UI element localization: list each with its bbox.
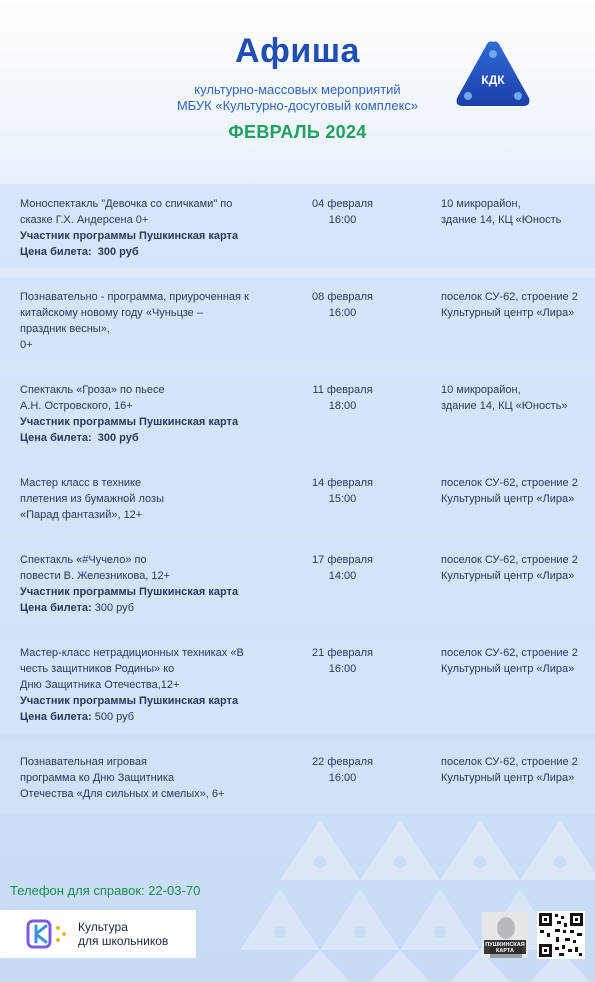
event-description xyxy=(20,289,255,353)
event-datetime xyxy=(300,289,385,321)
event-row xyxy=(0,742,595,814)
price-label: Цена билета: xyxy=(20,602,92,614)
venue-line: поселок СУ-62, строение 2 xyxy=(441,554,578,566)
event-row xyxy=(0,463,595,531)
event-date: 11 февраля xyxy=(312,384,373,396)
desc-line: Спектакль «Гроза» по пьесе xyxy=(20,384,165,396)
event-datetime xyxy=(300,475,385,507)
event-time: 14:00 xyxy=(328,570,357,582)
event-venue xyxy=(441,552,591,584)
desc-line: Познавательно - программа, приуроченная к xyxy=(20,291,249,303)
brand-line: Культура xyxy=(78,920,128,934)
event-venue xyxy=(441,645,591,677)
event-datetime xyxy=(300,552,385,584)
pushkin-note: Участник программы Пушкинская карта xyxy=(20,230,239,242)
event-row xyxy=(0,540,595,624)
event-date: 21 февраля xyxy=(312,647,373,659)
price-label: Цена билета: xyxy=(20,711,92,723)
desc-line: 0+ xyxy=(20,339,33,351)
venue-line: поселок СУ-62, строение 2 xyxy=(441,756,578,768)
venue-line: 10 микрорайон, xyxy=(441,384,521,396)
event-row xyxy=(0,370,595,454)
header xyxy=(0,0,595,180)
venue-line: Культурный центр «Лира» xyxy=(441,663,575,675)
event-date: 14 февраля xyxy=(312,477,373,489)
pushkin-note: Участник программы Пушкинская карта xyxy=(20,695,239,707)
page-title: Афиша xyxy=(235,32,360,70)
event-time: 18:00 xyxy=(328,400,357,412)
pushkin-card-text: ПУШКИНСКАЯ xyxy=(485,942,525,948)
subtitle xyxy=(100,82,495,114)
venue-line: Культурный центр «Лира» xyxy=(441,570,575,582)
month-title: ФЕВРАЛЬ 2024 xyxy=(228,122,367,142)
culture-for-students-badge[interactable] xyxy=(0,910,196,958)
event-time: 16:00 xyxy=(328,214,357,226)
desc-line: Мастер класс в технике xyxy=(20,477,142,489)
price-value: 300 руб xyxy=(91,246,139,258)
venue-line: Культурный центр «Лира» xyxy=(441,772,575,784)
event-time: 16:00 xyxy=(328,307,357,319)
price-label: Цена билета: xyxy=(20,432,92,444)
kdk-logo xyxy=(454,40,532,108)
desc-line: А.Н. Островского, 16+ xyxy=(20,400,133,412)
event-description xyxy=(20,475,255,523)
price-value: 300 руб xyxy=(91,432,139,444)
price-value: 500 руб xyxy=(91,711,135,723)
venue-line: здание 14, КЦ «Юность» xyxy=(441,400,568,412)
event-date: 17 февраля xyxy=(312,554,373,566)
desc-line: «Парад фантазий», 12+ xyxy=(20,509,143,521)
event-row xyxy=(0,277,595,361)
event-venue xyxy=(441,196,591,228)
event-venue xyxy=(441,289,591,321)
desc-line: честь защитников Родины» ко xyxy=(20,663,175,675)
desc-line: Моноспектакль "Девочка со спичками" по xyxy=(20,198,233,210)
qr-code[interactable] xyxy=(537,911,585,959)
logo-text: КДК xyxy=(481,73,505,87)
event-time: 15:00 xyxy=(328,493,357,505)
event-description xyxy=(20,754,255,802)
venue-line: Культурный центр «Лира» xyxy=(441,307,575,319)
pushkin-note: Участник программы Пушкинская карта xyxy=(20,586,239,598)
pushkin-portrait-icon xyxy=(482,912,528,958)
event-row xyxy=(0,184,595,268)
venue-line: поселок СУ-62, строение 2 xyxy=(441,477,578,489)
event-datetime xyxy=(300,754,385,786)
desc-line: плетения из бумажной лозы xyxy=(20,493,164,505)
desc-line: сказке Г.Х. Андерсена 0+ xyxy=(20,214,149,226)
brand-text xyxy=(78,920,168,948)
event-date: 04 февраля xyxy=(312,198,373,210)
venue-line: здание 14, КЦ «Юность xyxy=(441,214,562,226)
qr-code-icon xyxy=(537,911,585,959)
event-description xyxy=(20,196,255,260)
desc-line: Дню Защитника Отечества,12+ xyxy=(20,679,180,691)
brand-line: для школьников xyxy=(78,934,169,948)
price-value: 300 руб xyxy=(91,602,135,614)
price-label: Цена билета: xyxy=(20,246,92,258)
ticket-price xyxy=(20,430,255,446)
desc-line: повести В. Железникова, 12+ xyxy=(20,570,171,582)
svg-text:КАРТА: КАРТА xyxy=(496,948,514,954)
venue-line: 10 микрорайон, xyxy=(441,198,521,210)
event-time: 16:00 xyxy=(328,772,357,784)
event-description xyxy=(20,382,255,446)
subtitle-line: культурно-массовых мероприятий xyxy=(194,82,401,97)
venue-line: поселок СУ-62, строение 2 xyxy=(441,647,578,659)
event-venue xyxy=(441,754,591,786)
desc-line: Познавательная игровая xyxy=(20,756,147,768)
venue-line: Культурный центр «Лира» xyxy=(441,493,575,505)
event-datetime xyxy=(300,382,385,414)
desc-line: Спектакль «#Чучело» по xyxy=(20,554,147,566)
event-row xyxy=(0,633,595,733)
culture-logo-icon xyxy=(26,918,70,950)
event-description xyxy=(20,645,255,725)
event-venue xyxy=(441,382,591,414)
ticket-price xyxy=(20,600,255,616)
pushkin-note: Участник программы Пушкинская карта xyxy=(20,416,239,428)
event-datetime xyxy=(300,196,385,228)
desc-line: праздник весны», xyxy=(20,323,110,335)
event-date: 08 февраля xyxy=(312,291,373,303)
event-date: 22 февраля xyxy=(312,756,373,768)
event-time: 16:00 xyxy=(328,663,357,675)
ticket-price xyxy=(20,709,255,725)
phone-info: Телефон для справок: 22-03-70 xyxy=(10,883,201,898)
ticket-price xyxy=(20,244,255,260)
event-venue xyxy=(441,475,591,507)
desc-line: Отечества «Для сильных и смелых», 6+ xyxy=(20,788,225,800)
event-description xyxy=(20,552,255,616)
desc-line: Мастер-класс нетрадиционных техниках «В xyxy=(20,647,244,659)
desc-line: китайскому новому году «Чуньцзе – xyxy=(20,307,203,319)
subtitle-line: МБУК «Культурно-досуговый комплекс» xyxy=(176,98,419,113)
desc-line: программа ко Дню Защитника xyxy=(20,772,175,784)
pushkin-card-logo xyxy=(482,912,528,958)
venue-line: поселок СУ-62, строение 2 xyxy=(441,291,578,303)
event-datetime xyxy=(300,645,385,677)
